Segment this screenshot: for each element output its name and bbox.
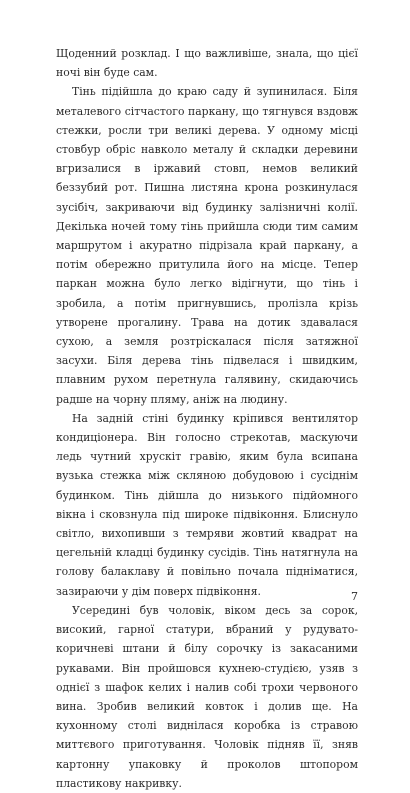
paragraph-4: Усередині був чоловік, віком десь за сорок, високий, гарної статури, вбраний у рудувато-коричневі штани й білу сорочку із закасаними рукавами. Він пройшовся кухнею-студією, узяв з однієї з шафок келих і налив собі трохи червоного вина. Зробив великий ковток і долив ще. На кухонному столі виднілася коробка із стравою миттєвого приготування. Чоловік підняв її, зняв картонну упаковку й проколов штопором пластикову накривку. xyxy=(56,603,358,790)
paragraph-2: Тінь підійшла до краю саду й зупинилася. Біля металевого сітчастого паркану, що тягнувся вздовж стежки, росли три великі дерева. У одному місці стовбур обріс навколо металу й складки деревини вгризалися в іржавий стовп, немов великий беззубий рот. Пишна листяна крона розкинулася зусібіч, закриваючи від будинку залізничні колії. Декілька ночей тому тінь прийшла сюди тим самим маршрутом і акуратно підрізала край паркану, а потім обережно притулила його на місце. Тепер паркан можна було легко відігнути, що тінь і зробила, а потім пригнувшись, пролізла крізь утворене прогалину. Трава на дотик здавалася сухою, а земля розтріскалася після затяжної засухи. Біля дерева тінь підвелася і швидким, плавним рухом перетнула галявину, скидаючись радше на чорну пляму, аніж на людину. xyxy=(56,85,358,406)
page-number: 7 xyxy=(351,590,358,603)
paragraph-3: На задній стіні будинку кріпився вентилятор кондиціонера. Він голосно стрекотав, маскуючи ледь чутний хрускіт гравію, яким була всипана вузька стежка між скляною добудовою і сусіднім будинком. Тінь дійшла до низького підйомного вікна і сковзнула під широке підвіконня. Блиснуло світло, вихопивши з темряви жовтий квадрат на цегельній кладці будинку сусідів. Тінь натягнула на голову балаклаву й повільно почала підніматися, зазираючи у дім поверх підвіконня. xyxy=(56,411,358,598)
page-text xyxy=(56,44,358,793)
paragraph-1: Щоденний розклад. І що важливіше, знала, що цієї ночі він буде сам. xyxy=(56,47,358,80)
